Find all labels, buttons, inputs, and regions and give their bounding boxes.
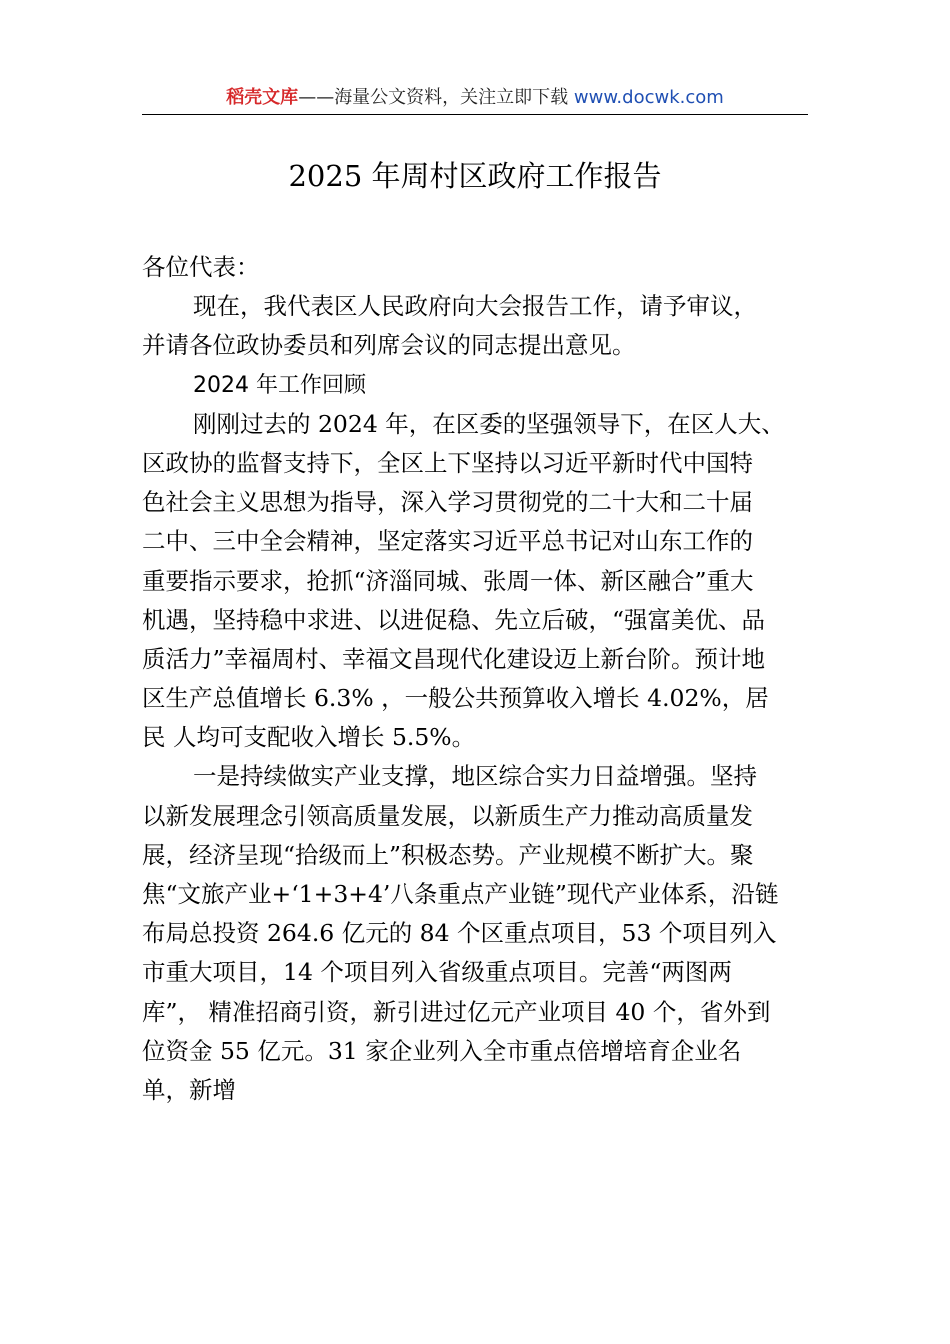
paragraph-line: 焦“文旅产业+‘1+3+4’八条重点产业链”现代产业体系，沿链 (142, 880, 779, 908)
paragraph-line: 单，新增 (142, 1075, 236, 1104)
paragraph-line: 库”， 精准招商引资，新引进过亿元产业项目 40 个，省外到 (142, 997, 771, 1026)
paragraph-line: 位资金 55 亿元。31 家企业列入全市重点倍增培育企业名 (142, 1036, 742, 1065)
header-url-link[interactable]: www.docwk.com (573, 87, 724, 108)
paragraph-line: 机遇，坚持稳中求进、以进促稳、先立后破，“强富美优、品 (142, 605, 766, 634)
document-title: 2025 年周村区政府工作报告 (288, 159, 662, 193)
paragraph-line: 重要指示要求，抢抓“济淄同城、张周一体、新区融合”重大 (142, 566, 754, 595)
paragraph-line: 市重大项目，14 个项目列入省级重点项目。完善“两图两 (142, 958, 732, 987)
section-heading: 2024 年工作回顾 (193, 372, 366, 398)
paragraph-line: 质活力”幸福周村、幸福文昌现代化建设迈上新台阶。预计地 (142, 644, 766, 673)
paragraph-line: 区政协的监督支持下，全区上下坚持以习近平新时代中国特 (142, 448, 753, 477)
paragraph-line: 以新发展理念引领高质量发展，以新质生产力推动高质量发 (142, 801, 753, 830)
header-tagline: ——海量公文资料，关注立即下载 (298, 87, 569, 108)
paragraph-line: 一是持续做实产业支撑，地区综合实力日益增强。坚持 (193, 762, 757, 791)
paragraph-line: 刚刚过去的 2024 年，在区委的坚强领导下，在区人大、 (193, 409, 785, 438)
intro-line: 现在，我代表区人民政府向大会报告工作，请予审议， (193, 292, 757, 321)
document-body (142, 248, 822, 1110)
header-divider (142, 114, 808, 115)
greeting: 各位代表： (142, 253, 260, 281)
paragraph-line: 二中、三中全会精神，坚定落实习近平总书记对山东工作的 (142, 527, 753, 556)
brand-name: 稻壳文库 (226, 87, 299, 108)
watermark-header (142, 84, 808, 114)
paragraph-line: 布局总投资 264.6 亿元的 84 个区重点项目，53 个项目列入 (142, 919, 777, 948)
paragraph-line: 区生产总值增长 6.3% ，一般公共预算收入增长 4.02%，居 (142, 684, 769, 713)
paragraph-line: 展，经济呈现“拾级而上”积极态势。产业规模不断扩大。聚 (142, 840, 754, 869)
paragraph-line: 色社会主义思想为指导，深入学习贯彻党的二十大和二十届 (142, 488, 753, 517)
intro-line: 并请各位政协委员和列席会议的同志提出意见。 (142, 331, 636, 360)
paragraph-line: 民 人均可支配收入增长 5.5%。 (142, 723, 476, 752)
